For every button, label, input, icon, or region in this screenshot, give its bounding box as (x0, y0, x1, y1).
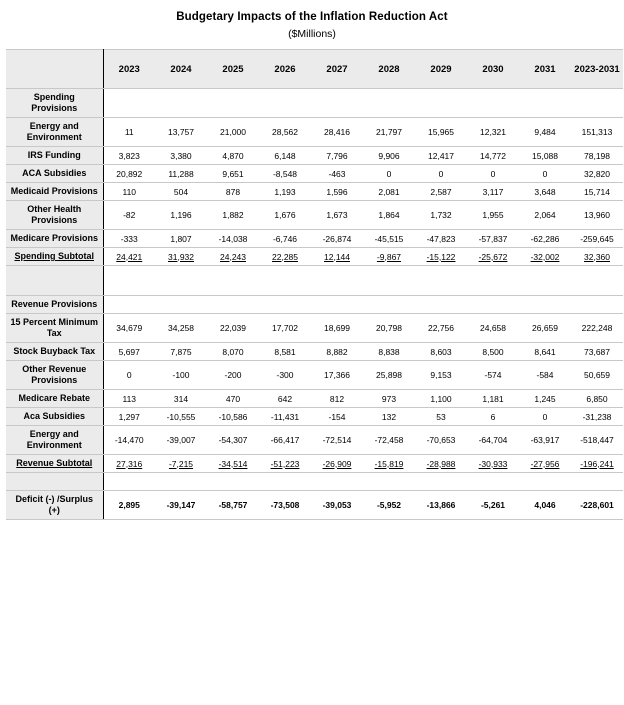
table-row (6, 89, 623, 118)
cell: 110 (103, 183, 155, 201)
cell: 8,882 (311, 343, 363, 361)
cell: 13,960 (571, 201, 623, 230)
cell (259, 473, 311, 491)
cell: 1,882 (207, 201, 259, 230)
cell (311, 89, 363, 118)
cell: -200 (207, 361, 259, 390)
cell (571, 455, 623, 473)
column-header-2028: 2028 (363, 50, 415, 89)
cell-text: 24,421 (116, 251, 143, 262)
cell (259, 266, 311, 296)
cell (311, 455, 363, 473)
page-title: Budgetary Impacts of the Inflation Reduction Act (176, 11, 448, 23)
cell (259, 296, 311, 314)
row-label-aca-subsidies-spending: ACA Subsidies (6, 165, 103, 183)
cell: -26,874 (311, 230, 363, 248)
cell: 3,380 (155, 147, 207, 165)
cell: -11,431 (259, 408, 311, 426)
cell: -300 (259, 361, 311, 390)
table-row (6, 230, 623, 248)
cell (415, 89, 467, 118)
cell: 4,046 (519, 491, 571, 520)
cell-text: -30,933 (478, 458, 508, 469)
cell (467, 89, 519, 118)
cell: 21,797 (363, 118, 415, 147)
cell: 1,245 (519, 390, 571, 408)
cell: 73,687 (571, 343, 623, 361)
cell: 8,603 (415, 343, 467, 361)
cell (363, 89, 415, 118)
cell (311, 296, 363, 314)
document-page (0, 11, 624, 705)
cell: -57,837 (467, 230, 519, 248)
cell: -13,866 (415, 491, 467, 520)
cell-text: -26,909 (322, 458, 352, 469)
cell: 222,248 (571, 314, 623, 343)
cell: 5,697 (103, 343, 155, 361)
table-row (6, 343, 623, 361)
row-label-energy-and-environment-spending: Energy and Environment (6, 118, 103, 147)
cell: 1,955 (467, 201, 519, 230)
cell: 470 (207, 390, 259, 408)
cell (311, 248, 363, 266)
cell (571, 296, 623, 314)
cell: 973 (363, 390, 415, 408)
cell: 1,193 (259, 183, 311, 201)
cell-text: -7,215 (168, 458, 194, 469)
cell: 28,562 (259, 118, 311, 147)
cell (467, 248, 519, 266)
cell: 2,064 (519, 201, 571, 230)
cell: 6,148 (259, 147, 311, 165)
table-row (6, 248, 623, 266)
cell (363, 248, 415, 266)
column-header-2024: 2024 (155, 50, 207, 89)
cell (571, 266, 623, 296)
cell-text: -51,223 (270, 458, 300, 469)
cell: -31,238 (571, 408, 623, 426)
cell: -63,917 (519, 426, 571, 455)
cell (363, 296, 415, 314)
cell-text: 24,243 (220, 251, 246, 262)
cell: 15,714 (571, 183, 623, 201)
cell (519, 455, 571, 473)
table-row (6, 296, 623, 314)
cell: 15,088 (519, 147, 571, 165)
cell: 0 (363, 165, 415, 183)
row-label-15-percent-minimum-tax: 15 Percent Minimum Tax (6, 314, 103, 343)
cell: -154 (311, 408, 363, 426)
cell (415, 473, 467, 491)
cell (155, 473, 207, 491)
column-header-2023: 2023 (103, 50, 155, 89)
cell-text: 22,285 (272, 251, 298, 262)
cell: 8,500 (467, 343, 519, 361)
cell: 20,892 (103, 165, 155, 183)
cell (103, 296, 155, 314)
cell-text: -15,819 (374, 458, 404, 469)
cell: 0 (467, 165, 519, 183)
cell: -72,458 (363, 426, 415, 455)
cell (103, 266, 155, 296)
cell: 642 (259, 390, 311, 408)
cell: 34,258 (155, 314, 207, 343)
cell (363, 473, 415, 491)
table-body (6, 89, 623, 520)
cell (363, 455, 415, 473)
cell: -62,286 (519, 230, 571, 248)
cell (571, 473, 623, 491)
table-row (6, 491, 623, 520)
cell: 14,772 (467, 147, 519, 165)
table-row (6, 390, 623, 408)
cell: 11,288 (155, 165, 207, 183)
cell: 2,587 (415, 183, 467, 201)
column-header-2031: 2031 (519, 50, 571, 89)
table-row (6, 426, 623, 455)
column-header-2027: 2027 (311, 50, 363, 89)
cell: 21,000 (207, 118, 259, 147)
cell (467, 473, 519, 491)
row-label-gap (6, 473, 103, 491)
table-row (6, 455, 623, 473)
cell (519, 296, 571, 314)
cell: -72,514 (311, 426, 363, 455)
row-label-stock-buyback-tax: Stock Buyback Tax (6, 343, 103, 361)
cell-text: -32,002 (530, 251, 560, 262)
row-label-other-revenue-provisions: Other Revenue Provisions (6, 361, 103, 390)
cell: 878 (207, 183, 259, 201)
cell-text: -15,122 (426, 251, 456, 262)
cell: -82 (103, 201, 155, 230)
cell: 113 (103, 390, 155, 408)
cell: -10,586 (207, 408, 259, 426)
cell (207, 248, 259, 266)
row-label-other-health-provisions: Other Health Provisions (6, 201, 103, 230)
cell: 1,181 (467, 390, 519, 408)
cell: 34,679 (103, 314, 155, 343)
table-corner-cell (6, 50, 103, 89)
column-header-2029: 2029 (415, 50, 467, 89)
cell: 2,895 (103, 491, 155, 520)
cell: 26,659 (519, 314, 571, 343)
cell: 151,313 (571, 118, 623, 147)
cell: 9,651 (207, 165, 259, 183)
cell (415, 266, 467, 296)
cell: -39,147 (155, 491, 207, 520)
cell: -5,952 (363, 491, 415, 520)
table-spacer-row (6, 473, 623, 491)
cell: -463 (311, 165, 363, 183)
cell: 15,965 (415, 118, 467, 147)
table-header-row (6, 50, 623, 89)
cell: 50,659 (571, 361, 623, 390)
cell: 7,875 (155, 343, 207, 361)
row-label-gap (6, 266, 103, 296)
cell (311, 473, 363, 491)
cell: -518,447 (571, 426, 623, 455)
table-row (6, 314, 623, 343)
column-header-2025: 2025 (207, 50, 259, 89)
cell: -228,601 (571, 491, 623, 520)
cell-text: 27,316 (116, 458, 143, 469)
cell: 1,196 (155, 201, 207, 230)
table-row (6, 118, 623, 147)
cell: -14,470 (103, 426, 155, 455)
table-row (6, 183, 623, 201)
row-label-medicaid-provisions: Medicaid Provisions (6, 183, 103, 201)
cell (207, 296, 259, 314)
cell-text: 12,144 (324, 251, 350, 262)
cell: -45,515 (363, 230, 415, 248)
row-label-text: Spending Subtotal (14, 251, 94, 261)
cell: 0 (519, 408, 571, 426)
cell-text: -196,241 (580, 458, 614, 469)
table-row (6, 165, 623, 183)
cell: 3,823 (103, 147, 155, 165)
cell: -47,823 (415, 230, 467, 248)
cell (155, 89, 207, 118)
table-spacer-row (6, 266, 623, 296)
cell: 22,039 (207, 314, 259, 343)
cell: 1,864 (363, 201, 415, 230)
cell: -10,555 (155, 408, 207, 426)
cell (155, 248, 207, 266)
cell (519, 89, 571, 118)
cell: 8,641 (519, 343, 571, 361)
column-header-2030: 2030 (467, 50, 519, 89)
cell: 8,838 (363, 343, 415, 361)
cell: 3,117 (467, 183, 519, 201)
cell: 504 (155, 183, 207, 201)
cell (519, 473, 571, 491)
column-header-2026: 2026 (259, 50, 311, 89)
cell-text: -9,867 (376, 251, 402, 262)
row-label-deficit-surplus: Deficit (-) /Surplus (+) (6, 491, 103, 520)
cell: 7,796 (311, 147, 363, 165)
cell: 17,366 (311, 361, 363, 390)
cell: 9,153 (415, 361, 467, 390)
row-label-irs-funding: IRS Funding (6, 147, 103, 165)
cell (207, 266, 259, 296)
cell: 1,596 (311, 183, 363, 201)
cell: -100 (155, 361, 207, 390)
budget-table (6, 49, 623, 520)
cell: -5,261 (467, 491, 519, 520)
cell (415, 296, 467, 314)
cell (467, 455, 519, 473)
cell: 25,898 (363, 361, 415, 390)
cell: 6,850 (571, 390, 623, 408)
cell: 6 (467, 408, 519, 426)
cell-text: -25,672 (478, 251, 508, 262)
cell: 11 (103, 118, 155, 147)
cell: 812 (311, 390, 363, 408)
cell-text: -34,514 (218, 458, 248, 469)
row-label-spending-provisions: Spending Provisions (6, 89, 103, 118)
cell: -14,038 (207, 230, 259, 248)
cell: 17,702 (259, 314, 311, 343)
cell: 78,198 (571, 147, 623, 165)
cell: 4,870 (207, 147, 259, 165)
cell: -54,307 (207, 426, 259, 455)
cell: 9,906 (363, 147, 415, 165)
row-label-energy-and-environment-revenue: Energy and Environment (6, 426, 103, 455)
cell: -64,704 (467, 426, 519, 455)
column-header-total: 2023-2031 (571, 50, 623, 89)
cell (207, 89, 259, 118)
cell: 18,699 (311, 314, 363, 343)
cell: 12,321 (467, 118, 519, 147)
cell: 1,807 (155, 230, 207, 248)
row-label-revenue-provisions: Revenue Provisions (6, 296, 103, 314)
cell-text: 31,932 (168, 251, 194, 262)
cell (415, 248, 467, 266)
cell (259, 455, 311, 473)
cell: -6,746 (259, 230, 311, 248)
cell: 8,070 (207, 343, 259, 361)
cell (519, 266, 571, 296)
cell: 314 (155, 390, 207, 408)
cell: 53 (415, 408, 467, 426)
cell: 12,417 (415, 147, 467, 165)
cell: -39,053 (311, 491, 363, 520)
cell (415, 455, 467, 473)
cell (103, 455, 155, 473)
row-label-medicare-rebate: Medicare Rebate (6, 390, 103, 408)
cell: -333 (103, 230, 155, 248)
table-row (6, 408, 623, 426)
table-row (6, 147, 623, 165)
cell (155, 266, 207, 296)
table-row (6, 361, 623, 390)
cell (207, 455, 259, 473)
cell (467, 266, 519, 296)
cell: 1,732 (415, 201, 467, 230)
cell: 0 (519, 165, 571, 183)
row-label-spending-subtotal (6, 248, 103, 266)
cell-text: -27,956 (530, 458, 560, 469)
cell: 20,798 (363, 314, 415, 343)
cell: -584 (519, 361, 571, 390)
cell (467, 296, 519, 314)
cell (259, 89, 311, 118)
cell (519, 248, 571, 266)
cell: 24,658 (467, 314, 519, 343)
cell: 32,820 (571, 165, 623, 183)
cell: -259,645 (571, 230, 623, 248)
cell-text: -28,988 (426, 458, 456, 469)
row-label-aca-subsidies-revenue: Aca Subsidies (6, 408, 103, 426)
cell: -574 (467, 361, 519, 390)
table-row (6, 201, 623, 230)
cell (311, 266, 363, 296)
cell: 9,484 (519, 118, 571, 147)
cell (363, 266, 415, 296)
row-label-medicare-provisions: Medicare Provisions (6, 230, 103, 248)
cell: -8,548 (259, 165, 311, 183)
cell (103, 89, 155, 118)
cell-text: 32,360 (584, 251, 610, 262)
cell: -73,508 (259, 491, 311, 520)
table-header (6, 50, 623, 89)
cell (155, 455, 207, 473)
cell: 1,100 (415, 390, 467, 408)
row-label-revenue-subtotal (6, 455, 103, 473)
cell (103, 473, 155, 491)
cell: 1,673 (311, 201, 363, 230)
cell (571, 89, 623, 118)
cell (103, 248, 155, 266)
cell: -58,757 (207, 491, 259, 520)
cell: 3,648 (519, 183, 571, 201)
cell: 0 (103, 361, 155, 390)
cell: 22,756 (415, 314, 467, 343)
cell (571, 248, 623, 266)
row-label-text: Revenue Subtotal (16, 458, 93, 468)
cell: -70,653 (415, 426, 467, 455)
cell: 0 (415, 165, 467, 183)
cell: -39,007 (155, 426, 207, 455)
cell: -66,417 (259, 426, 311, 455)
cell: 1,676 (259, 201, 311, 230)
cell: 132 (363, 408, 415, 426)
page-subtitle: ($Millions) (288, 28, 336, 40)
cell (155, 296, 207, 314)
cell: 1,297 (103, 408, 155, 426)
cell (259, 248, 311, 266)
cell: 28,416 (311, 118, 363, 147)
cell (207, 473, 259, 491)
cell: 8,581 (259, 343, 311, 361)
cell: 2,081 (363, 183, 415, 201)
cell: 13,757 (155, 118, 207, 147)
